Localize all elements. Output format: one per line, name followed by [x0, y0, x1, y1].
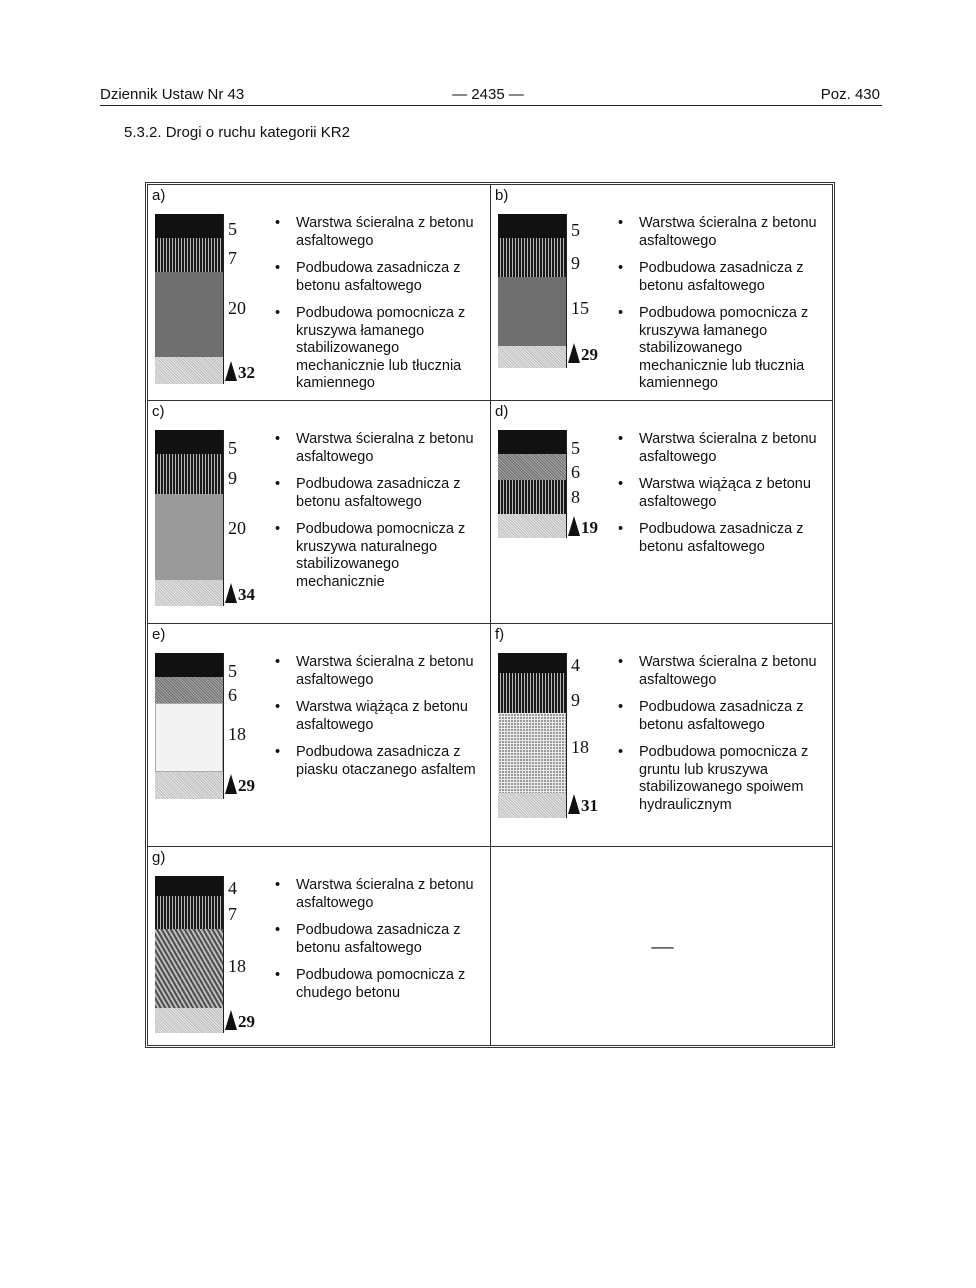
- layer-column: [498, 214, 567, 368]
- thickness-label: 20: [228, 298, 246, 318]
- triangle-icon: [225, 1010, 237, 1030]
- list-item: • Warstwa ścieralna z betonu asfaltowego: [260, 877, 490, 912]
- layer-base: [155, 454, 223, 494]
- thickness-label: 6: [571, 462, 580, 482]
- layer-base: [498, 673, 566, 713]
- layer-column: [155, 876, 224, 1033]
- list-item: • Warstwa ścieralna z betonu asfaltowego: [260, 431, 490, 466]
- thickness-label: 5: [571, 220, 580, 240]
- list-item: • Podbudowa zasadnicza z betonu asfaltowego: [603, 699, 833, 734]
- section-title: 5.3.2. Drogi o ruchu kategorii KR2: [124, 124, 350, 141]
- list-item: • Podbudowa zasadnicza z betonu asfaltowego: [260, 922, 490, 957]
- thickness-label: 6: [228, 685, 237, 705]
- panel-d: [491, 401, 834, 623]
- triangle-icon: [225, 774, 237, 794]
- total-thickness: [568, 516, 598, 536]
- layer-subgrade: [155, 357, 223, 384]
- panel-label: f): [495, 626, 505, 643]
- layer-subgrade: [498, 346, 566, 368]
- thickness-label: 18: [571, 737, 589, 757]
- layer-subbase: [498, 713, 566, 793]
- page-number: — 2435 —: [452, 86, 524, 103]
- thickness-label: 9: [571, 690, 580, 710]
- layer-column: [155, 653, 224, 799]
- list-item: • Podbudowa pomocnicza z kruszywa łamanego stabilizowanego mechanicznie lub tłucznia kamiennego: [260, 305, 490, 393]
- layer-wearing: [155, 653, 223, 677]
- layer-base: [498, 480, 566, 514]
- list-item: • Podbudowa zasadnicza z betonu asfaltowego: [260, 260, 490, 295]
- layer-list: [603, 654, 833, 824]
- panel-label: g): [152, 849, 166, 866]
- thickness-label: 4: [228, 878, 237, 898]
- panel-e: [148, 624, 490, 846]
- layer-binder: [498, 454, 566, 480]
- list-item: • Warstwa ścieralna z betonu asfaltowego: [260, 215, 490, 250]
- header-rule: [100, 105, 882, 106]
- list-item: • Podbudowa zasadnicza z betonu asfaltowego: [603, 521, 833, 556]
- layer-subgrade: [155, 1008, 223, 1033]
- list-item: • Podbudowa pomocnicza z gruntu lub kruszywa stabilizowanego spoiwem hydraulicznym: [603, 744, 833, 814]
- list-item: • Podbudowa zasadnicza z betonu asfaltowego: [603, 260, 833, 295]
- layer-column: [155, 214, 224, 384]
- list-item: • Podbudowa pomocnicza z chudego betonu: [260, 967, 490, 1002]
- panel-label: b): [495, 187, 509, 204]
- list-item: • Podbudowa pomocnicza z kruszywa naturalnego stabilizowanego mechanicznie: [260, 521, 490, 591]
- layer-list: [603, 431, 833, 566]
- panel-a: [148, 185, 490, 400]
- layer-subbase: [155, 929, 223, 1008]
- thickness-label: 5: [228, 661, 237, 681]
- total-thickness: [225, 583, 255, 603]
- panel-label: e): [152, 626, 166, 643]
- panel-label: c): [152, 403, 165, 420]
- thickness-label: 15: [571, 298, 589, 318]
- layer-wearing: [498, 430, 566, 454]
- total-value: 29: [238, 776, 255, 795]
- thickness-label: 20: [228, 518, 246, 538]
- layer-subgrade: [498, 514, 566, 538]
- layer-column: [498, 653, 567, 818]
- thickness-label: 5: [571, 438, 580, 458]
- empty-cell: [491, 847, 834, 1045]
- layer-wearing: [498, 214, 566, 238]
- total-value: 19: [581, 518, 598, 537]
- total-thickness: [225, 361, 255, 381]
- thickness-label: 8: [571, 487, 580, 507]
- layer-list: [260, 215, 490, 403]
- list-item: • Warstwa wiążąca z betonu asfaltowego: [603, 476, 833, 511]
- empty-dash: —: [651, 933, 674, 958]
- layer-base: [155, 238, 223, 272]
- thickness-label: 18: [228, 724, 246, 744]
- layer-base: [498, 238, 566, 277]
- panel-g: [148, 847, 490, 1045]
- total-thickness: [568, 343, 598, 363]
- panel-label: d): [495, 403, 509, 420]
- layer-column: [155, 430, 224, 606]
- total-value: 34: [238, 585, 255, 604]
- list-item: • Podbudowa pomocnicza z kruszywa łamanego stabilizowanego mechanicznie lub tłucznia kamiennego: [603, 305, 833, 393]
- thickness-label: 18: [228, 956, 246, 976]
- triangle-icon: [568, 516, 580, 536]
- total-value: 32: [238, 363, 255, 382]
- layer-subbase: [155, 494, 223, 580]
- list-item: • Warstwa ścieralna z betonu asfaltowego: [603, 431, 833, 466]
- total-value: 29: [581, 345, 598, 364]
- layer-wearing: [498, 653, 566, 673]
- list-item: • Podbudowa zasadnicza z piasku otaczanego asfaltem: [260, 744, 490, 779]
- layer-base: [155, 896, 223, 929]
- total-value: 29: [238, 1012, 255, 1031]
- thickness-label: 5: [228, 219, 237, 239]
- list-item: • Warstwa ścieralna z betonu asfaltowego: [260, 654, 490, 689]
- list-item: • Podbudowa zasadnicza z betonu asfaltowego: [260, 476, 490, 511]
- total-thickness: [568, 794, 598, 814]
- list-item: • Warstwa wiążąca z betonu asfaltowego: [260, 699, 490, 734]
- layer-binder: [155, 677, 223, 703]
- panel-f: [491, 624, 834, 846]
- total-thickness: [225, 774, 255, 794]
- triangle-icon: [225, 361, 237, 381]
- layer-wearing: [155, 214, 223, 238]
- layer-column: [498, 430, 567, 538]
- triangle-icon: [568, 343, 580, 363]
- thickness-label: 7: [228, 904, 237, 924]
- list-item: • Warstwa ścieralna z betonu asfaltowego: [603, 215, 833, 250]
- layer-subgrade: [155, 580, 223, 606]
- thickness-label: 5: [228, 438, 237, 458]
- total-value: 31: [581, 796, 598, 815]
- thickness-label: 9: [571, 253, 580, 273]
- list-item: • Warstwa ścieralna z betonu asfaltowego: [603, 654, 833, 689]
- layer-list: [260, 877, 490, 1012]
- position-number: Poz. 430: [820, 86, 880, 103]
- triangle-icon: [225, 583, 237, 603]
- layer-subgrade: [155, 772, 223, 799]
- layer-wearing: [155, 876, 223, 896]
- layer-subgrade: [498, 793, 566, 818]
- pavement-table: [145, 182, 835, 1048]
- panel-b: [491, 185, 834, 400]
- panel-c: [148, 401, 490, 623]
- layer-list: [603, 215, 833, 403]
- layer-base: [155, 703, 223, 772]
- panel-label: a): [152, 187, 166, 204]
- triangle-icon: [568, 794, 580, 814]
- layer-subbase: [155, 272, 223, 357]
- thickness-label: 4: [571, 655, 580, 675]
- thickness-label: 7: [228, 248, 237, 268]
- total-thickness: [225, 1010, 255, 1030]
- layer-list: [260, 431, 490, 601]
- thickness-label: 9: [228, 468, 237, 488]
- journal-name: Dziennik Ustaw Nr 43: [100, 86, 245, 103]
- layer-wearing: [155, 430, 223, 454]
- layer-list: [260, 654, 490, 789]
- layer-subbase: [498, 277, 566, 346]
